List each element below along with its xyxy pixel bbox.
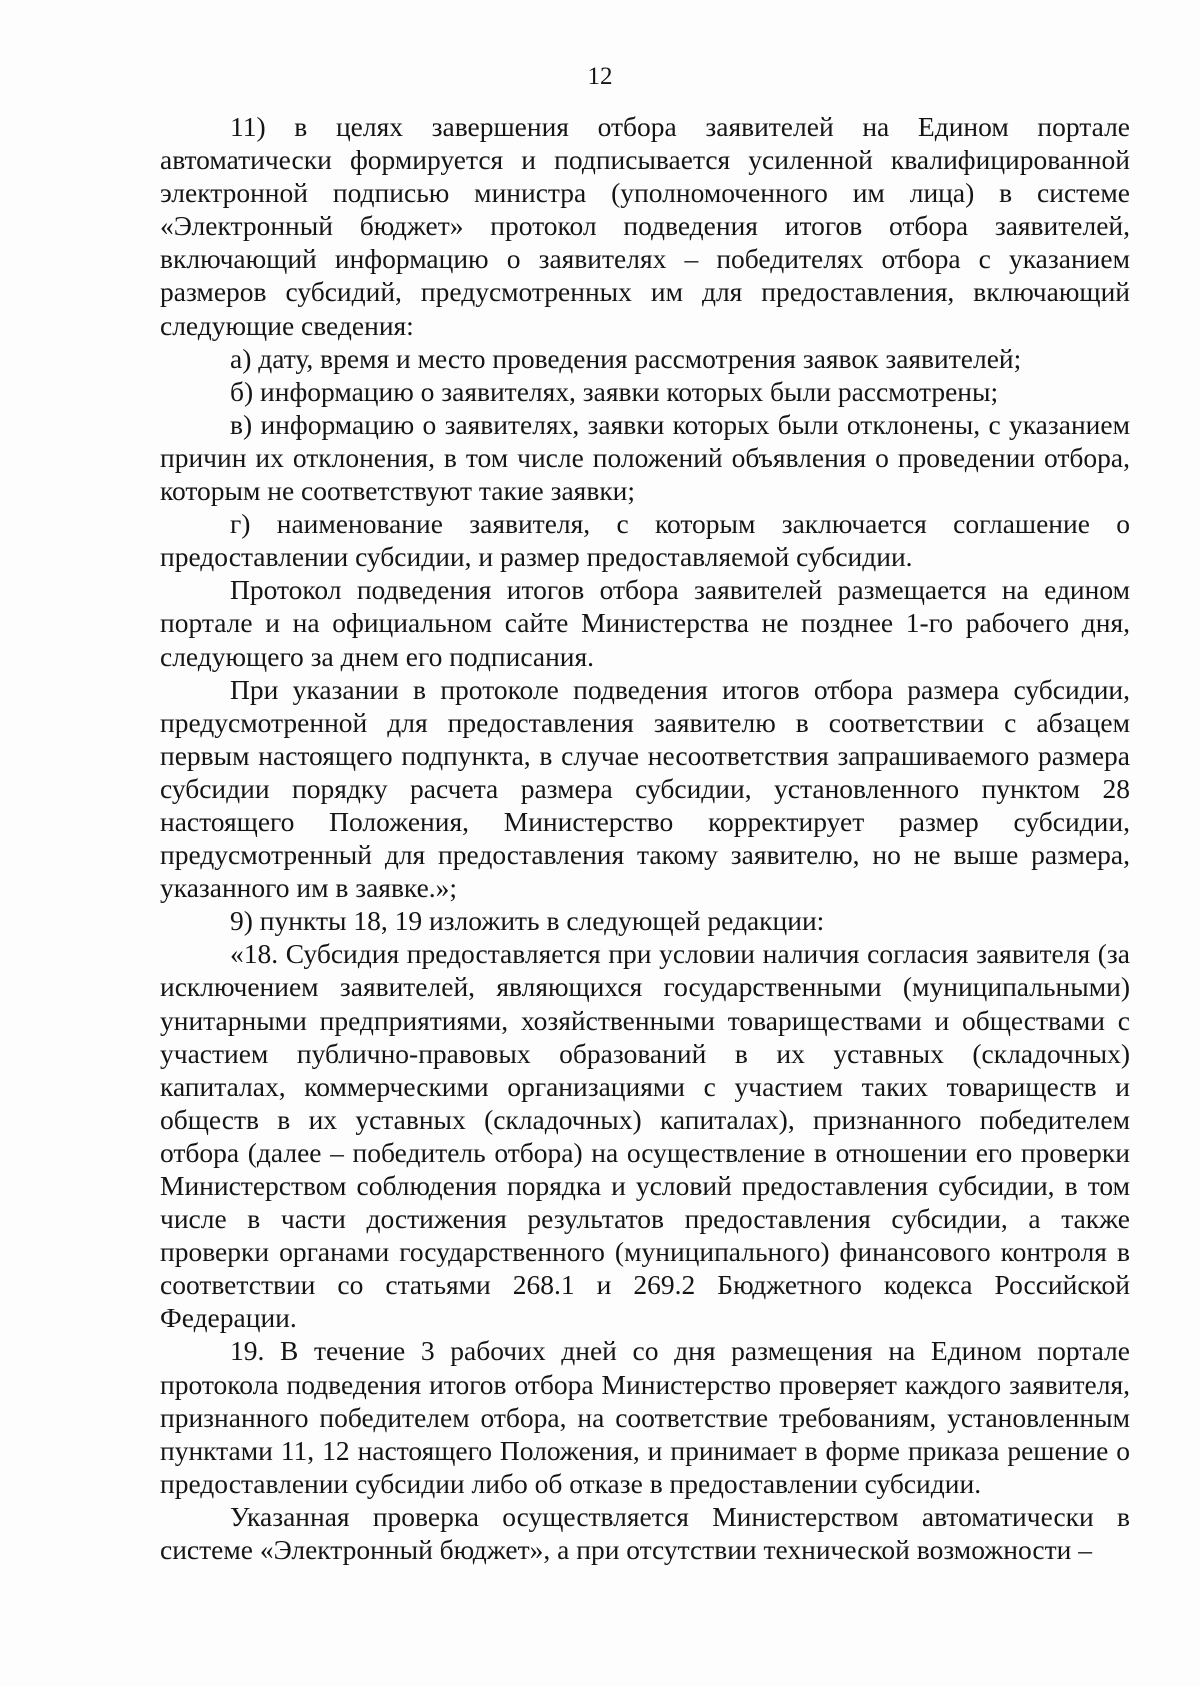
page-number: 12 xyxy=(587,63,613,90)
paragraph-subsidy-correction: При указании в протоколе подведения итогов отбора размера субсидии, предусмотренной для предоставления заявителю в соответствии с абзацем первым настоящего подпункта, в случае несоответствия запрашиваемого размера субсидии порядку расчета размера субсидии, установленного пунктом 28 настоящего Положения, Министерство корректирует размер субсидии, предусмотренный для предоставления такому заявителю, но не выше размера, указанного им в заявке.»; xyxy=(160,673,1130,904)
paragraph-subitem-a: а) дату, время и место проведения рассмотрения заявок заявителей; xyxy=(230,342,1022,374)
paragraph-subitem-b: б) информацию о заявителях, заявки которых были рассмотрены; xyxy=(230,375,999,407)
paragraph-protocol-publication: Протокол подведения итогов отбора заявителей размещается на едином портале и на официальном сайте Министерства не позднее 1-го рабочего дня, следующего за днем его подписания. xyxy=(160,574,1130,672)
paragraph-verification: Указанная проверка осуществляется Министерством автоматически в системе «Электронный бюджет», а при отсутствии технической возможности – xyxy=(160,1500,1130,1566)
paragraph-subitem-v: в) информацию о заявителях, заявки которых были отклонены, с указанием причин их отклонения, в том числе положений объявления о проведении отбора, которым не соответствуют такие заявки; xyxy=(160,408,1130,507)
document-body xyxy=(160,110,1130,1566)
paragraph-point-19: 19. В течение 3 рабочих дней со дня размещения на Едином портале протокола подведения итогов отбора Министерство проверяет каждого заявителя, признанного победителем отбора, на соответствие требованиям, установленным пунктами 11, 12 настоящего Положения, и принимает в форме приказа решение о предоставлении субсидии либо об отказе в предоставлении субсидии. xyxy=(160,1335,1130,1499)
paragraph-item-9-amendment: 9) пункты 18, 19 изложить в следующей редакции: xyxy=(230,905,825,937)
paragraph-item-11-protocol: 11) в целях завершения отбора заявителей на Едином портале автоматически формируется и подписывается усиленной квалифицированной электронной подписью министра (уполномоченного им лица) в системе «Электронный бюджет» протокол подведения итогов отбора заявителей, включающий информацию о заявителях – победителях отбора с указанием размеров субсидий, предусмотренных им для предоставления, включающий следующие сведения: xyxy=(160,111,1130,341)
paragraph-subitem-g: г) наименование заявителя, с которым заключается соглашение о предоставлении субсидии, и размер предоставляемой субсидии. xyxy=(160,508,1130,573)
paragraph-point-18: «18. Субсидия предоставляется при условии наличия согласия заявителя (за исключением заявителей, являющихся государственными (муниципальными) унитарными предприятиями, хозяйственными товариществами и обществами с участием публично-правовых образований в их уставных (складочных) капиталах, коммерческими организациями с участием таких товариществ и обществ в их уставных (складочных) капиталах), признанного победителем отбора (далее – победитель отбора) на осуществление в отношении его проверки Министерством соблюдения порядка и условий предоставления субсидии, в том числе в части достижения результатов предоставления субсидии, а также проверки органами государственного (муниципального) финансового контроля в соответствии со статьями 268.1 и 269.2 Бюджетного кодекса Российской Федерации. xyxy=(160,938,1130,1334)
